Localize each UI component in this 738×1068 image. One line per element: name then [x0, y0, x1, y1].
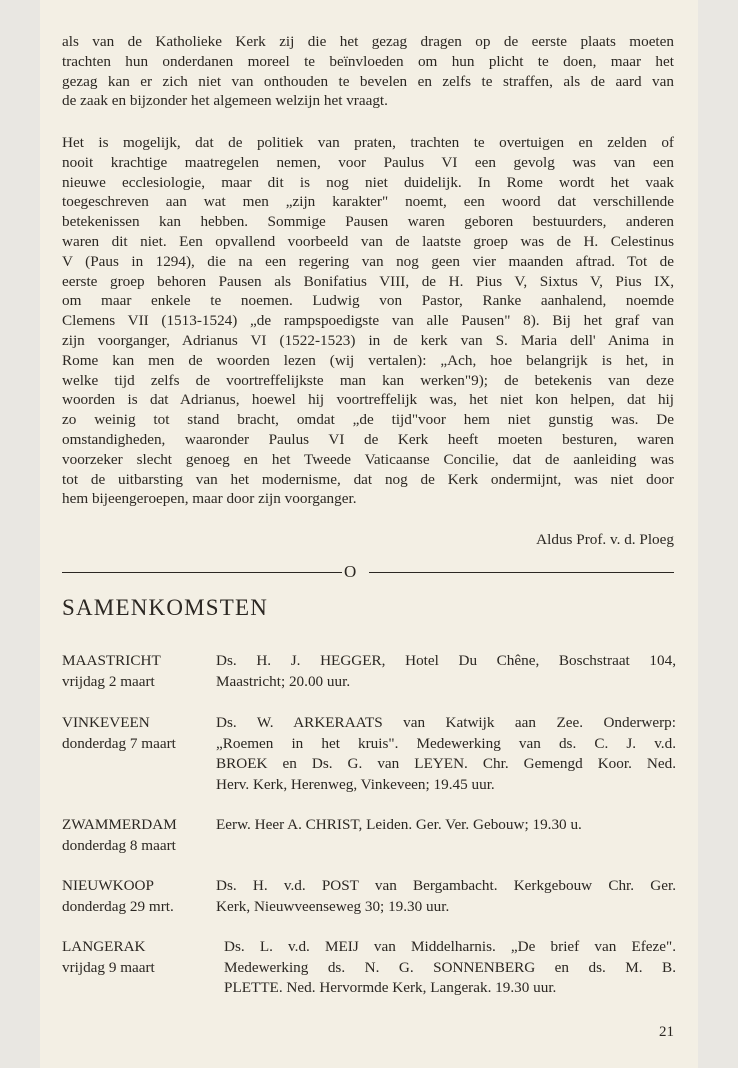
text-line: woorden is dat Adrianus, hoewel hij voortreffelijk was, het niet kon helpen, dat hij [62, 391, 674, 409]
text-line: betekenissen kan hebben. Sommige Pausen waren geboren bestuurders, anderen [62, 213, 674, 231]
meeting-date: vrijdag 2 maart [62, 672, 155, 690]
desc-line: Ds. H. v.d. POST van Bergambacht. Kerkgebouw Chr. Ger. [216, 877, 676, 894]
text-line: nieuwe ecclesiologie, maar dit is nog niet duidelijk. In Rome wordt het vaak [62, 173, 674, 191]
meeting-place-date [62, 876, 222, 917]
meeting-description [216, 713, 676, 795]
desc-line: Ds. L. v.d. MEIJ van Middelharnis. „De brief van Efeze". [224, 938, 676, 955]
meeting-place: LANGERAK [62, 938, 146, 955]
paragraph-1 [62, 32, 674, 111]
desc-line: BROEK en Ds. G. van LEYEN. Chr. Gemengd Koor. Ned. [216, 755, 676, 772]
meeting-date: donderdag 8 maart [62, 836, 176, 854]
desc-line: Ds. H. J. HEGGER, Hotel Du Chêne, Boschstraat 104, [216, 652, 676, 669]
meeting-description [224, 937, 676, 999]
text-line: waren dit niet. Een opvallend voorbeeld van de laatste groep was de H. Celestinus [62, 232, 674, 250]
text-line: trachten hun onderdanen moreel te beïnvloeden om hun plicht te doen, maar het [62, 52, 674, 70]
meeting-description [216, 651, 676, 692]
desc-line: „Roemen in het kruis". Medewerking van ds. C. J. v.d. [216, 734, 676, 752]
meeting-place: ZWAMMERDAM [62, 816, 177, 833]
text-line: voorzeker slecht genoeg en het Tweede Vaticaanse Concilie, dat de aanleiding was [62, 450, 674, 468]
text-line: hem bijeengeroepen, maar door zijn voorganger. [62, 490, 357, 508]
text-line: welke tijd zelfs de voortreffelijkste man kan werken"9); de betekenis van deze [62, 371, 674, 389]
text-line: zo weinig tot stand bracht, omdat „de tijd"voor hem niet gunstig was. De [62, 411, 674, 429]
text-line: zijn voorganger, Adrianus VI (1522-1523) in de kerk van S. Maria dell' Anima in [62, 331, 674, 349]
meeting-place: VINKEVEEN [62, 714, 150, 731]
text-line: de zaak en bijzonder het algemeen welzijn het vraagt. [62, 92, 388, 110]
desc-line: Kerk, Nieuwveenseweg 30; 19.30 uur. [216, 897, 450, 915]
desc-line: Herv. Kerk, Herenweg, Vinkeveen; 19.45 uur. [216, 775, 495, 793]
divider-line-left [62, 572, 342, 573]
text-line: tot de uitbarsting van het modernisme, dat nog de Kerk ondermijnt, was niet door [62, 470, 674, 488]
desc-line: Ds. W. ARKERAATS van Katwijk aan Zee. Onderwerp: [216, 714, 676, 731]
text-line: om maar enkele te noemen. Ludwig von Pastor, Ranke aanhalend, noemde [62, 292, 674, 310]
desc-line: Medewerking ds. N. G. SONNENBERG en ds. M. B. [224, 958, 676, 976]
meeting-date: donderdag 7 maart [62, 734, 176, 752]
meeting-description [216, 815, 676, 836]
divider-circle: O [344, 562, 357, 581]
text-line: Het is mogelijk, dat de politiek van praten, trachten te overtuigen en zelden of [62, 134, 674, 151]
divider-line-right [369, 572, 674, 573]
paragraph-2 [62, 133, 674, 509]
meeting-place-date [62, 651, 222, 692]
meeting-place-date [62, 815, 222, 856]
section-divider [62, 562, 674, 582]
text-line: Rome kan men de woorden lezen (wij vertalen): „Ach, hoe belangrijk is het, in [62, 351, 674, 369]
page-number: 21 [659, 1024, 674, 1040]
desc-line: Maastricht; 20.00 uur. [216, 672, 351, 690]
text-line: gezag kan er zich niet van onthouden te bevelen en zelfs te straffen, als de aard van [62, 72, 674, 90]
document-page [40, 0, 698, 1068]
text-line: eerste groep behoren Pausen als Bonifatius VIII, de H. Pius V, Sixtus V, Pius IX, [62, 272, 674, 290]
meeting-place-date [62, 937, 222, 978]
desc-line: PLETTE. Ned. Hervormde Kerk, Langerak. 19.30 uur. [224, 979, 557, 996]
meeting-place: MAASTRICHT [62, 652, 161, 669]
text-line: omstandigheden, waaronder Paulus VI de Kerk heeft moeten besturen, waren [62, 430, 674, 448]
meeting-date: vrijdag 9 maart [62, 958, 155, 976]
meeting-place: NIEUWKOOP [62, 877, 154, 894]
meeting-description [216, 876, 676, 917]
text-line: V (Paus in 1294), die na een regering van nog geen vier maanden aftrad. Tot de [62, 252, 674, 270]
meeting-date: donderdag 29 mrt. [62, 897, 174, 915]
desc-line: Eerw. Heer A. CHRIST, Leiden. Ger. Ver. Gebouw; 19.30 u. [216, 816, 582, 833]
signature: Aldus Prof. v. d. Ploeg [536, 531, 674, 548]
text-line: nooit krachtige maatregelen nemen, voor Paulus VI een gevolg was van een [62, 153, 674, 171]
text-line: als van de Katholieke Kerk zij die het gezag dragen op de eerste plaats moeten [62, 33, 674, 50]
text-line: toegeschreven aan wat men „zijn karakter" noemt, een woord dat verschillende [62, 193, 674, 211]
text-line: Clemens VII (1513-1524) „de rampspoedigste van alle Pausen" 8). Bij het graf van [62, 312, 674, 330]
section-heading: SAMENKOMSTEN [62, 595, 269, 620]
meeting-place-date [62, 713, 222, 754]
